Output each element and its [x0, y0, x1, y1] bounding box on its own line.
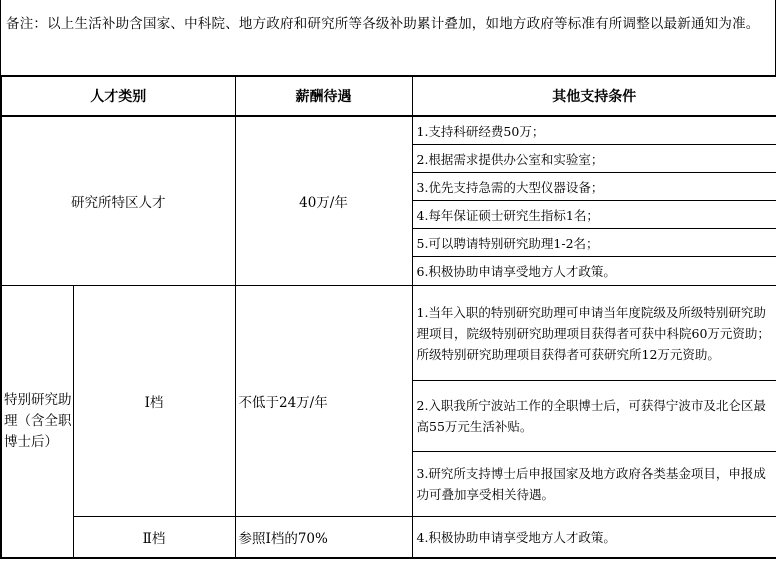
tier2-salary: 参照Ⅰ档的70% [235, 517, 412, 559]
assistant-condition: 1.当年入职的特别研究助理可申请当年度院级及所级特别研究助理项目，院级特别研究助理项目获得者可获中科院60万元资助；所级特别研究助理项目获得者可获研究所12万元资助。 [412, 286, 776, 381]
header-salary: 薪酬待遇 [235, 76, 412, 116]
assistant-condition: 2.入职我所宁波站工作的全职博士后，可获得宁波市及北仑区最高55万元生活补贴。 [412, 381, 776, 452]
special-condition: 2.根据需求提供办公室和实验室； [412, 145, 776, 173]
table-header-row [1, 76, 776, 116]
header-category: 人才类别 [1, 76, 235, 116]
special-category: 研究所特区人才 [1, 116, 235, 286]
header-conditions: 其他支持条件 [412, 76, 776, 116]
special-condition: 5.可以聘请特别研究助理1-2名； [412, 229, 776, 257]
table-row [1, 116, 776, 145]
table-row [1, 517, 776, 559]
special-condition: 6.积极协助申请享受地方人才政策。 [412, 257, 776, 286]
special-condition: 1.支持科研经费50万； [412, 116, 776, 145]
table-row [1, 286, 776, 381]
talent-policy-table [0, 75, 776, 559]
special-condition: 4.每年保证硕士研究生指标1名； [412, 201, 776, 229]
tier1-salary: 不低于24万/年 [235, 286, 412, 517]
special-condition: 3.优先支持急需的大型仪器设备； [412, 173, 776, 201]
assistant-condition: 3.研究所支持博士后申报国家及地方政府各类基金项目，申报成功可叠加享受相关待遇。 [412, 452, 776, 517]
special-salary: 40万/年 [235, 116, 412, 286]
assistant-category: 特别研究助理（含全职博士后） [1, 286, 73, 559]
tier2-name: Ⅱ档 [73, 517, 235, 559]
tier1-name: Ⅰ档 [73, 286, 235, 517]
remark-note: 备注：以上生活补助含国家、中科院、地方政府和研究所等各级补助累计叠加，如地方政府等标准有所调整以最新通知为准。 [0, 0, 776, 75]
assistant-condition: 4.积极协助申请享受地方人才政策。 [412, 517, 776, 559]
